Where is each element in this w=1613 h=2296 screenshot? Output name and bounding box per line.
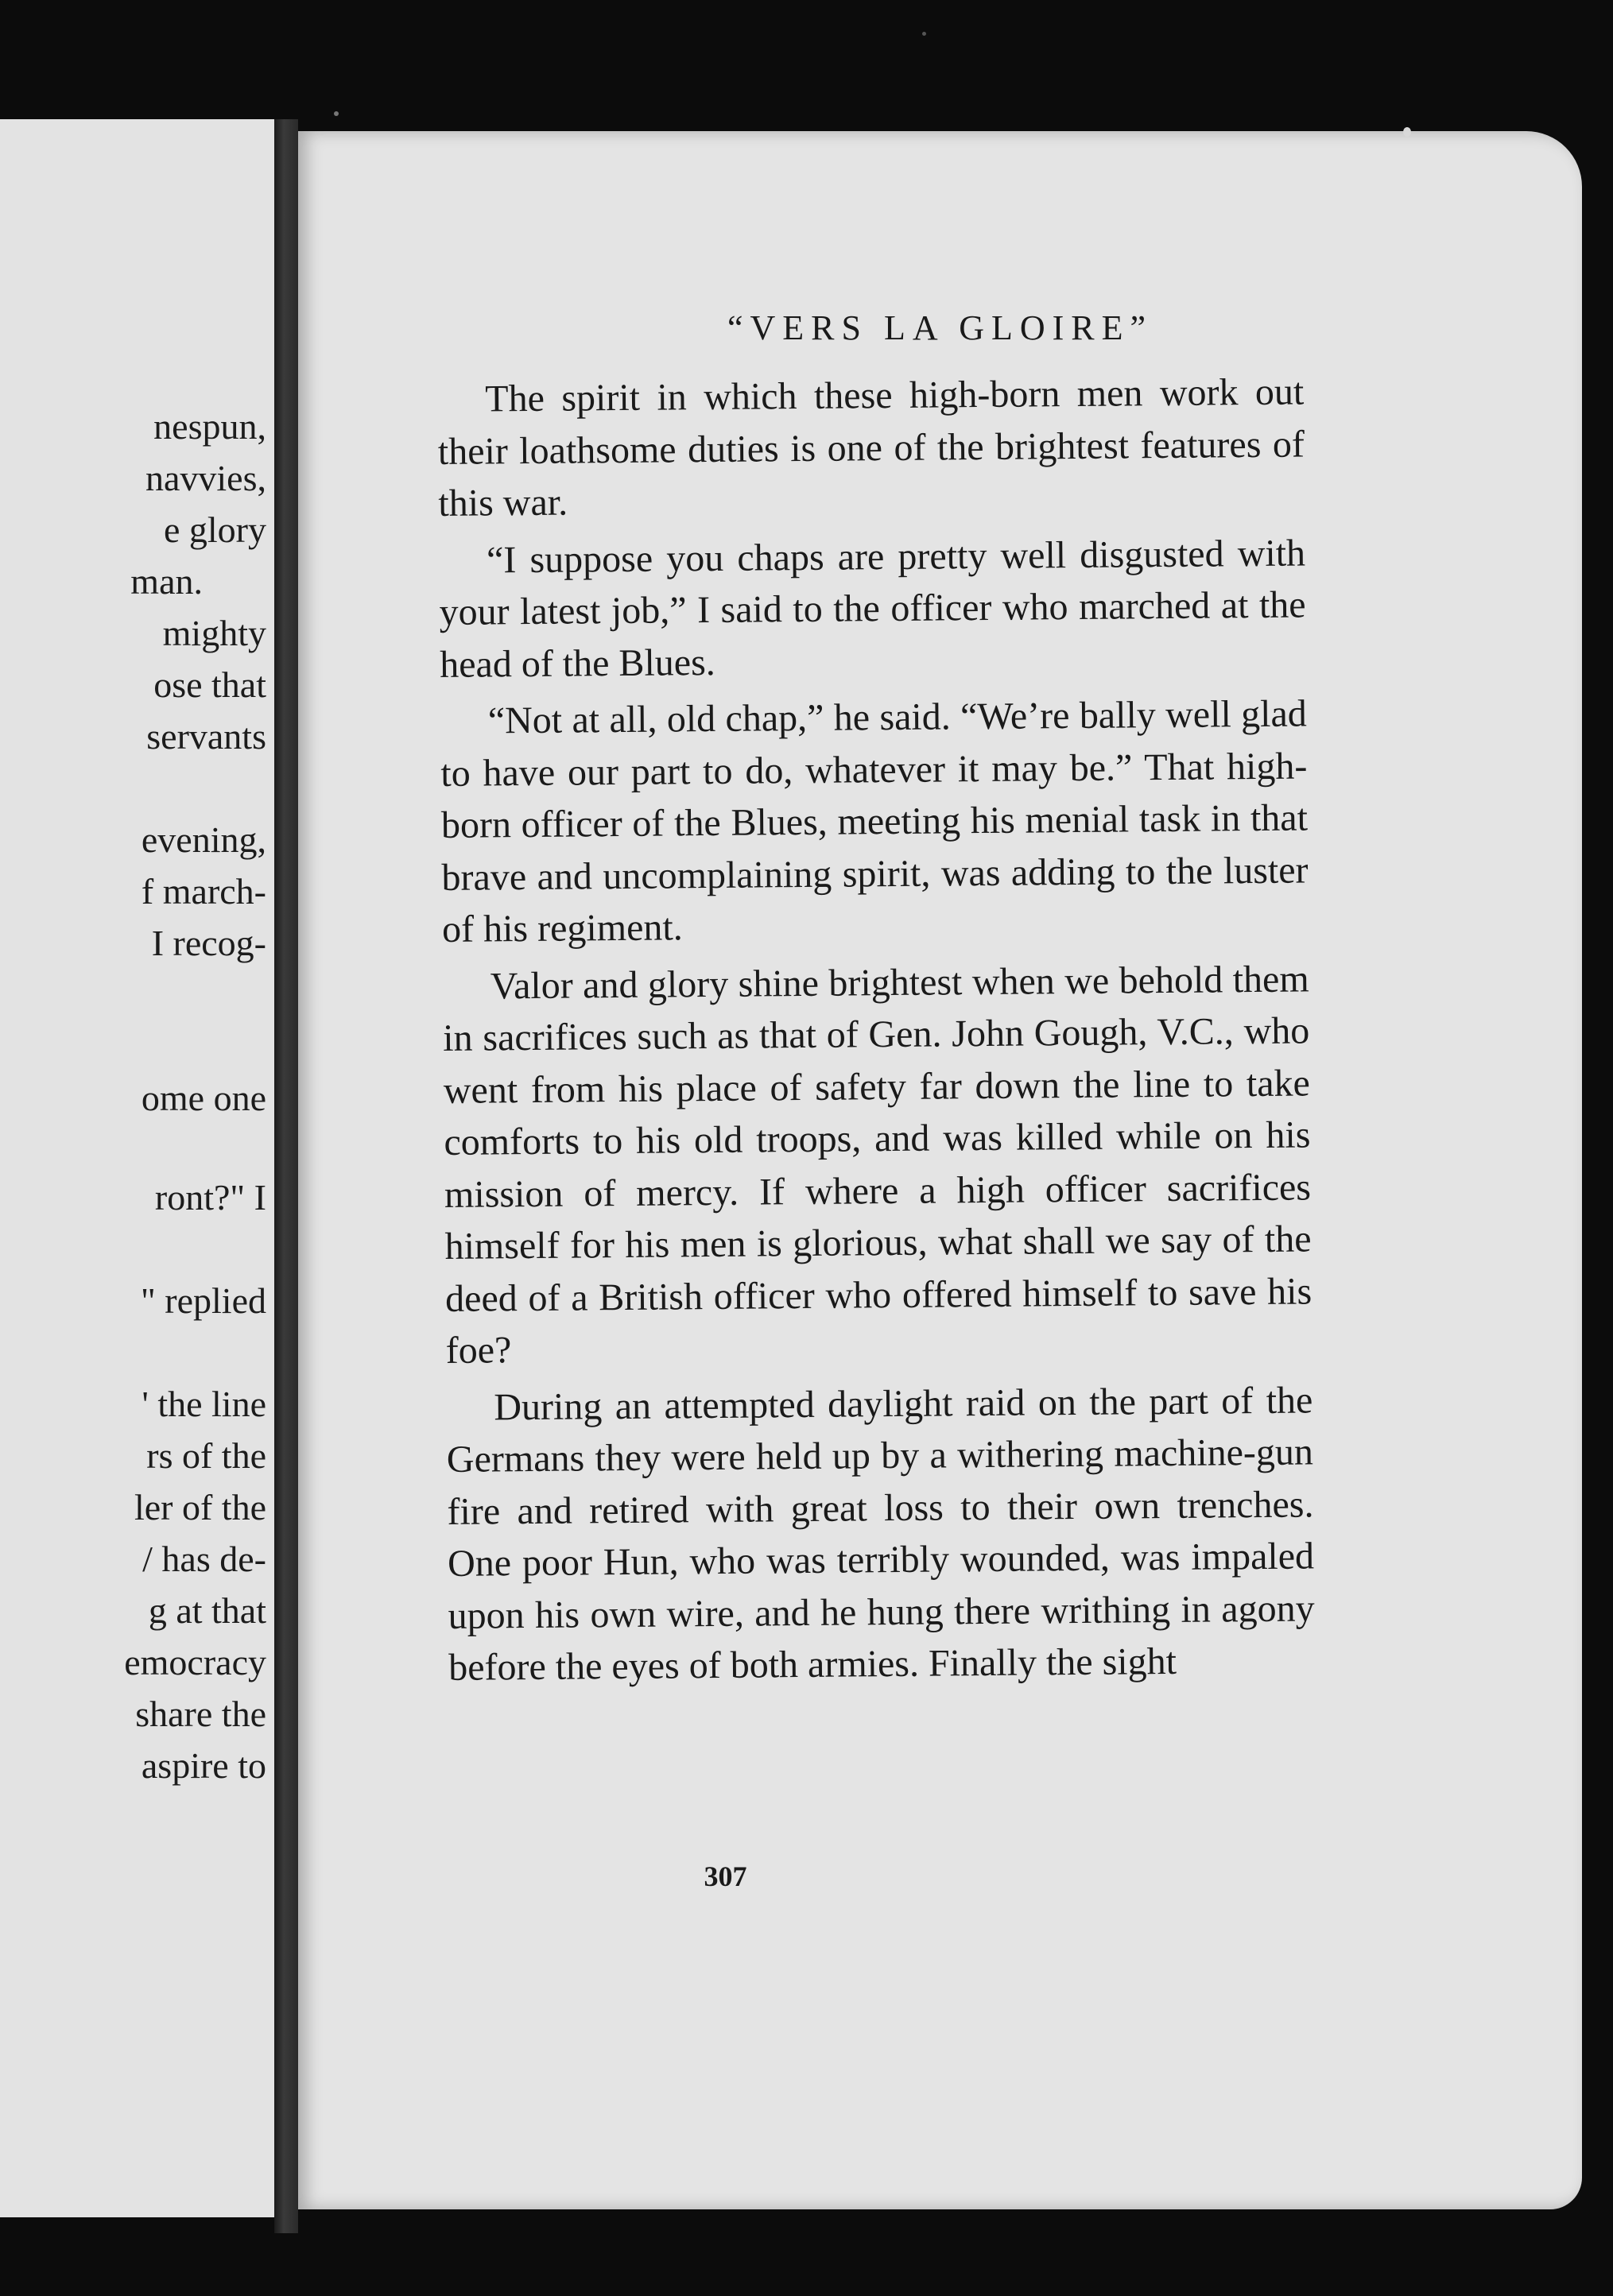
left-page <box>0 119 279 2217</box>
left-line: rs of the <box>146 1435 266 1476</box>
scan-speck <box>1403 127 1411 137</box>
paragraph: “Not at all, old chap,” he said. “We’re bally well glad to have our part to do, whatever it may be.” That high-born officer of the Blues, meeting his menial task in that brave and uncomplaining spirit, was adding to the luster of his regiment. <box>440 692 1309 951</box>
left-line: evening, <box>141 819 266 860</box>
left-line: aspire to <box>141 1745 266 1786</box>
scan-speck <box>334 111 339 116</box>
left-line: nespun, <box>153 406 266 447</box>
left-line: e glory <box>163 509 266 550</box>
right-page <box>298 131 1582 2209</box>
paragraph: The spirit in which these high-born men work out their loathsome duties is one of the brightest features of this war. <box>437 370 1305 525</box>
left-line: servants <box>146 716 266 757</box>
left-line: ler of the <box>134 1487 266 1527</box>
left-line: ront?" I <box>154 1177 266 1218</box>
left-line: ome one <box>141 1078 266 1118</box>
scan-speck <box>922 32 926 36</box>
left-line: I recog- <box>151 923 266 963</box>
left-line: mighty <box>162 613 266 653</box>
paragraph: Valor and glory shine brightest when we behold them in sacrifices such as that of Gen. John Gough, V.C., who went from his place of safety far down the line to take comforts to his old troops, and was killed while on his mission of mercy. If where a high officer sacrifices himself for his men is glorious, what shall we say of the deed of a British officer who offered himself to save his foe? <box>443 957 1313 1372</box>
left-line: / has de- <box>142 1539 266 1579</box>
left-line: g at that <box>148 1590 266 1631</box>
left-line: share the <box>135 1694 266 1734</box>
paragraph: During an attempted daylight raid on the part of the Germans they were held up by a withering machine-gun fire and retired with great loss to their own trenches. One poor Hun, who was terribly wounded, was impaled upon his own wire, and he hung there writhing in agony before the eyes of both armies. Finally the sight <box>446 1378 1315 1689</box>
left-line: emocracy <box>124 1642 266 1682</box>
left-line: navvies, <box>145 458 266 498</box>
left-line: ose that <box>153 664 266 705</box>
page-number: 307 <box>704 1860 747 1892</box>
body-text <box>437 366 1316 1698</box>
book-gutter <box>274 119 298 2233</box>
paragraph: “I suppose you chaps are pretty well disgusted with your latest job,” I said to the officer who marched at the head of the Blues. <box>439 531 1306 686</box>
left-line: " replied <box>141 1280 266 1321</box>
running-head: “VERS LA GLOIRE” <box>727 308 1154 347</box>
left-line: f march- <box>141 871 266 912</box>
left-line: ' the line <box>142 1384 266 1424</box>
left-line: man. <box>130 561 203 602</box>
